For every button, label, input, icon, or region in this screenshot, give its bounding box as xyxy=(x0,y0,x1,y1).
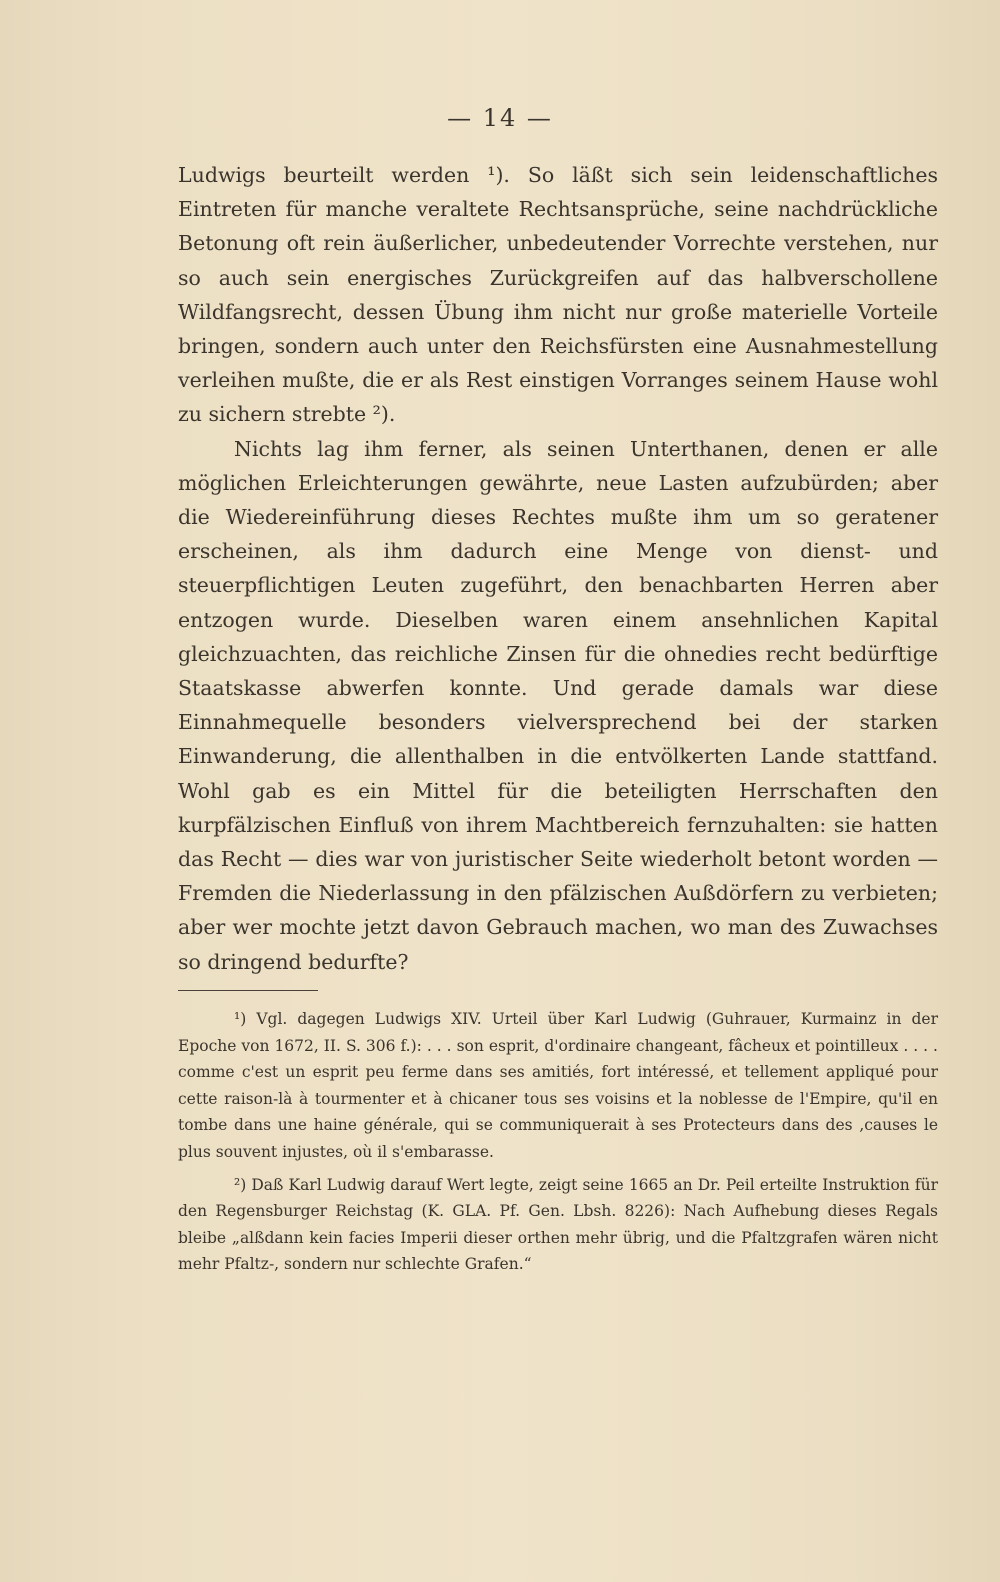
footnotes xyxy=(178,1006,938,1278)
footnote-divider xyxy=(178,990,318,991)
page-number: — 14 — xyxy=(447,104,553,132)
footnote-2: ²) Daß Karl Ludwig darauf Wert legte, zeigt seine 1665 an Dr. Peil erteilte Instruktion für den Regensburger Reichstag (K. GLA. Pf. Gen. Lbsh. 8226): Nach Aufhebung dieses Regals bleibe „alßdann kein facies Imperii dieser orthen mehr übrig, und die Pfaltzgrafen wären nicht mehr Pfaltz-, sondern nur schlechte Grafen.“ xyxy=(178,1175,938,1274)
paragraph-2: Nichts lag ihm ferner, als seinen Unterthanen, denen er alle möglichen Erleichterungen gewährte, neue Lasten aufzubürden; aber die Wiedereinführung dieses Rechtes mußte ihm um so geratener erscheinen, als ihm dadurch eine Menge von dienst- und steuerpflichtigen Leuten zugeführt, den benachbarten Herren aber entzogen wurde. Dieselben waren einem ansehnlichen Kapital gleichzuachten, das reichliche Zinsen für die ohnedies recht bedürftige Staatskasse abwerfen konnte. Und gerade damals war diese Einnahmequelle besonders vielversprechend bei der starken Einwanderung, die allenthalben in die entvölkerten Lande stattfand. Wohl gab es ein Mittel für die beteiligten Herrschaften den kurpfälzischen Einfluß von ihrem Machtbereich fernzuhalten: sie hatten das Recht — dies war von juristischer Seite wiederholt betont worden — Fremden die Niederlassung in den pfälzischen Außdörfern zu verbieten; aber wer mochte jetzt davon Gebrauch machen, wo man des Zuwachses so dringend bedurfte? xyxy=(178,436,938,974)
paragraph-1: Ludwigs beurteilt werden ¹). So läßt sich sein leidenschaftliches Eintreten für manche veraltete Rechtsansprüche, seine nachdrückliche Betonung oft rein äußerlicher, unbedeutender Vorrechte verstehen, nur so auch sein energisches Zurückgreifen auf das halbverschollene Wildfangsrecht, dessen Übung ihm nicht nur große materielle Vorteile bringen, sondern auch unter den Reichsfürsten eine Ausnahmestellung verleihen mußte, die er als Rest einstigen Vorranges seinem Hause wohl zu sichern strebte ²). xyxy=(178,163,938,427)
footnote-1: ¹) Vgl. dagegen Ludwigs XIV. Urteil über Karl Ludwig (Guhrauer, Kurmainz in der Epoche von 1672, II. S. 306 f.): . . . son esprit, d'ordinaire changeant, fâcheux et pointilleux . . . . comme c'est un esprit peu ferme dans ses amitiés, fort intéressé, et tellement appliqué pour cette raison-là à tourmenter et à chicaner tous ses voisins et la noblesse de l'Empire, qu'il en tombe dans une haine générale, qui se communiquerait à ses Protecteurs dans des ‚causes le plus souvent injustes, où il s'embarasse. xyxy=(178,1010,938,1161)
main-text xyxy=(178,158,938,979)
